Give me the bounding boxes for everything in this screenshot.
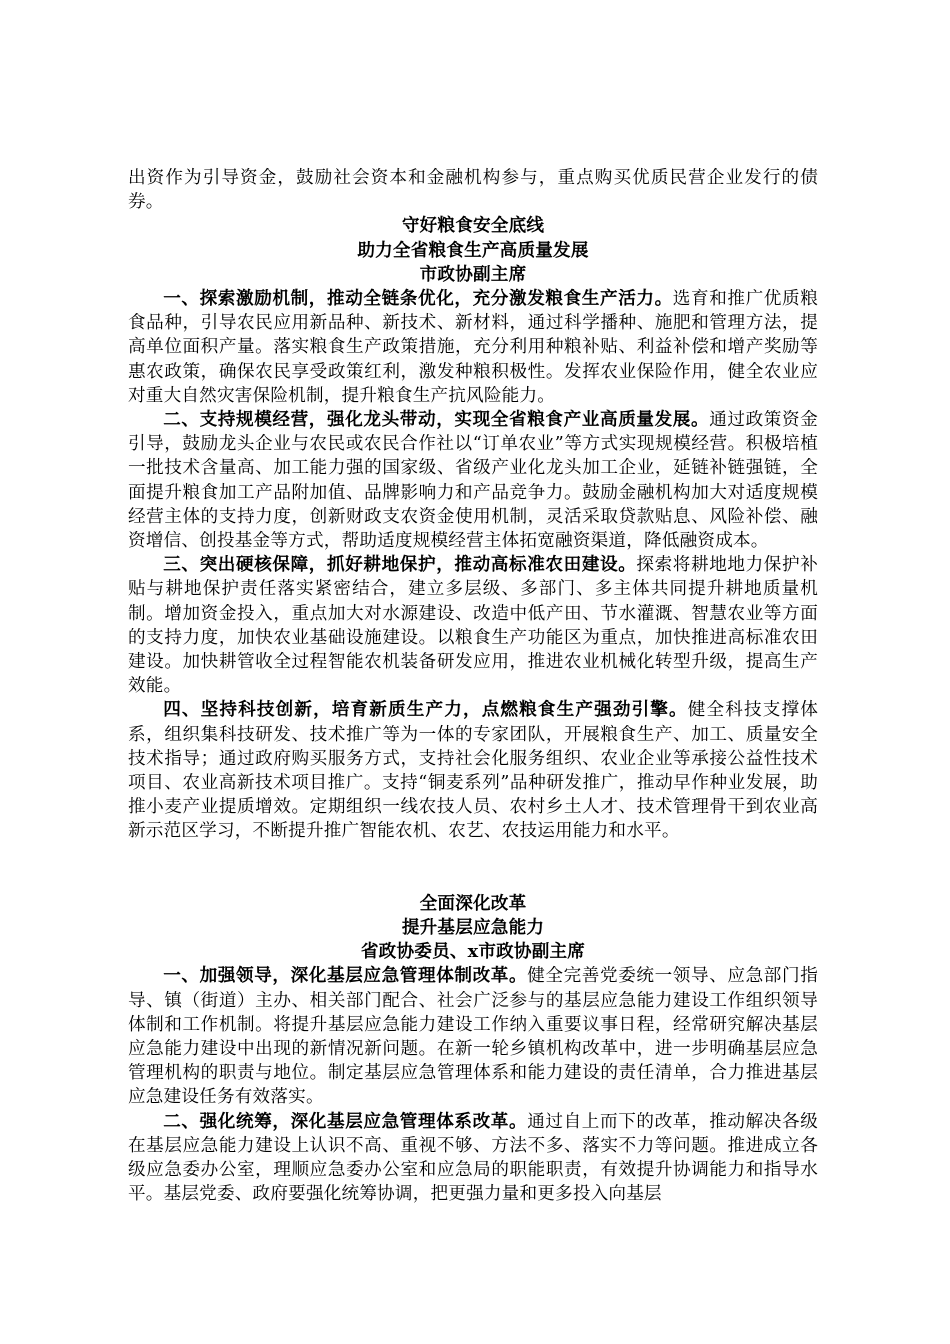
section2-title-line2: 提升基层应急能力 (401, 916, 545, 938)
paragraph-lead: 二、支持规模经营，强化龙头带动，实现全省粮食产业高质量发展。 (163, 409, 710, 431)
section1-paragraph-2 (128, 408, 818, 553)
section2-author: 省政协委员、x市政协副主席 (360, 941, 586, 963)
paragraph-body: 通过政策资金引导，鼓励龙头企业与农民或农民合作社以“订单农业”等方式实现规模经营。积极培植一批技术含量高、加工能力强的国家级、省级产业化龙头加工企业，延链补链强链，全面提升粮食加工产品附加值、品牌影响力和产品竞争力。鼓励金融机构加大对适度规模经营主体的支持力度，创新财政支农资金使用机制，灵活采取贷款贴息、风险补偿、融资增信、创投基金等方式，帮助适度规模经营主体拓宽融资渠道，降低融资成本。 (128, 410, 818, 552)
document-page (128, 166, 818, 1206)
paragraph-body: 选育和推广优质粮食品种，引导农民应用新品种、新技术、新材料，通过科学播种、施肥和管理方法，提高单位面积产量。落实粮食生产政策措施，充分利用种粮补贴、利益补偿和增产奖励等惠农政策，确保农民享受政策红利，激发种粮积极性。发挥农业保险作用，健全农业应对重大自然灾害保险机制，提升粮食生产抗风险能力。 (128, 289, 818, 406)
section1-paragraph-1 (128, 287, 818, 408)
section1-title-line2: 助力全省粮食生产高质量发展 (357, 239, 589, 261)
paragraph-lead: 一、探索激励机制，推动全链条优化，充分激发粮食生产活力。 (163, 288, 673, 310)
paragraph-body: 健全科技支撑体系，组织集科技研发、技术推广等为一体的专家团队，开展粮食生产、加工、质量安全技术指导；通过政府购买服务方式，支持社会化服务组织、农业企业等承接公益性技术项目、农业高新技术项目推广。支持“铜麦系列”品种研发推广，推动早作种业发展，助推小麦产业提质增效。定期组织一线农技人员、农村乡土人才、技术管理骨干到农业高新示范区学习，不断提升推广智能农机、农艺、农技运用能力和水平。 (128, 700, 818, 842)
section1-author: 市政协副主席 (419, 263, 527, 285)
paragraph-body: 健全完善党委统一领导、应急部门指导、镇（街道）主办、相关部门配合、社会广泛参与的基层应急能力建设工作组织领导体制和工作机制。将提升基层应急能力建设工作纳入重要议事日程，经常研究解决基层应急能力建设中出现的新情况新问题。在新一轮乡镇机构改革中，进一步明确基层应急管理机构的职责与地位。制定基层应急管理体系和能力建设的责任清单，合力推进基层应急建设任务有效落实。 (128, 966, 818, 1108)
intro-paragraph: 出资作为引导资金，鼓励社会资本和金融机构参与，重点购买优质民营企业发行的债券。 (128, 168, 818, 213)
section1-title-line1: 守好粮食安全底线 (401, 215, 545, 237)
section2-title-line1: 全面深化改革 (419, 892, 527, 914)
paragraph-body: 通过自上而下的改革，推动解决各级在基层应急能力建设上认识不高、重视不够、方法不多、落实不力等问题。推进成立各级应急委办公室，理顺应急委办公室和应急局的职能职责，有效提升协调能力和指导水平。基层党委、政府要强化统筹协调，把更强力量和更多投入向基层 (128, 1111, 818, 1205)
paragraph-body: 探索将耕地地力保护补贴与耕地保护责任落实紧密结合，建立多层级、多部门、多主体共同提升耕地质量机制。增加资金投入，重点加大对水源建设、改造中低产田、节水灌溉、智慧农业等方面的支持力度，加快农业基础设施建设。以粮食生产功能区为重点，加快推进高标准农田建设。加快耕管收全过程智能农机装备研发应用，推进农业机械化转型升级，提高生产效能。 (128, 555, 818, 697)
paragraph-lead: 三、突出硬核保障，抓好耕地保护，推动高标准农田建设。 (163, 554, 637, 576)
section-spacer (128, 844, 818, 892)
paragraph-lead: 二、强化统筹，深化基层应急管理体系改革。 (163, 1110, 528, 1132)
paragraph-lead: 四、坚持科技创新，培育新质生产力，点燃粮食生产强劲引擎。 (163, 699, 688, 721)
section1-paragraph-3 (128, 553, 818, 698)
section2-paragraph-2 (128, 1110, 818, 1207)
section2-paragraph-1 (128, 964, 818, 1109)
paragraph-lead: 一、加强领导，深化基层应急管理体制改革。 (163, 965, 528, 987)
section1-paragraph-4 (128, 698, 818, 843)
